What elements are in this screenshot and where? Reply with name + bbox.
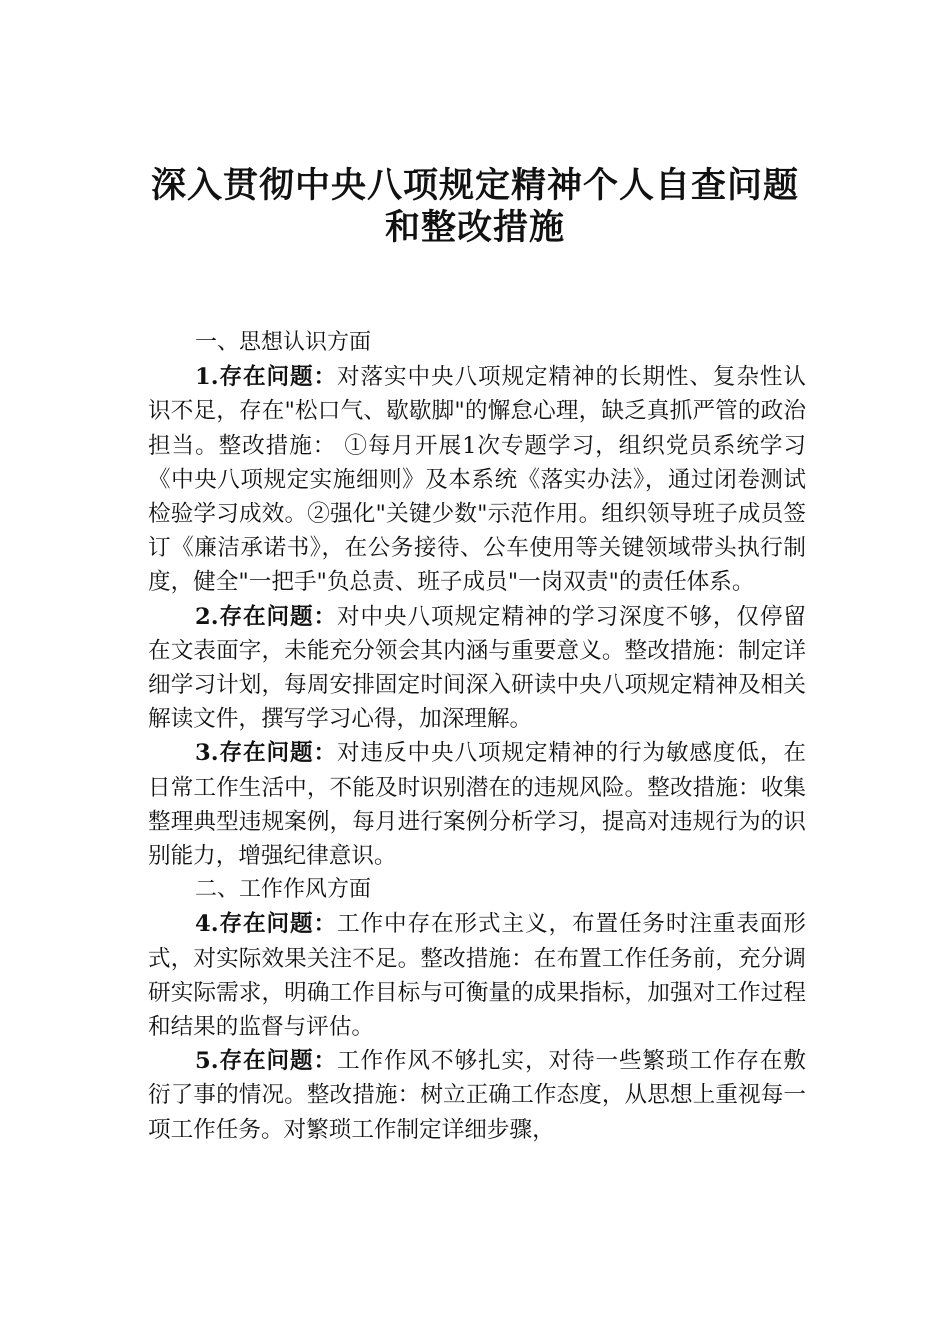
item-2 — [148, 600, 806, 737]
section-heading-work-style: 二、工作作风方面 — [195, 877, 372, 903]
item-5-label: 5.存在问题： — [195, 1048, 337, 1075]
item-4-text: 工作中存在形式主义，布置任务时注重表面形式，对实际效果关注不足。整改措施：在布置工作任务前，充分调研实际需求，明确工作目标与可衡量的成果指标，加强对工作过程和结果的监督与评估。 — [148, 911, 807, 1041]
item-2-text: 对中央八项规定精神的学习深度不够，仅停留在文表面字，未能充分领会其内涵与重要意义。整改措施：制定详细学习计划，每周安排固定时间深入研读中央八项规定精神及相关解读文件，撰写学习心得，加深理解。 — [148, 603, 807, 733]
item-5 — [148, 1044, 806, 1147]
item-3-text: 对违反中央八项规定精神的行为敏感度低，在日常工作生活中，不能及时识别潜在的违规风险。整改措施：收集整理典型违规案例，每月进行案例分析学习，提高对违规行为的识别能力，增强纪律意识。 — [148, 740, 807, 870]
document-title-line-1: 深入贯彻中央八项规定精神个人自查问题 — [150, 165, 799, 206]
item-4-label: 4.存在问题： — [195, 911, 337, 938]
item-1-label: 1.存在问题： — [195, 364, 337, 391]
item-3-label: 3.存在问题： — [195, 740, 337, 767]
item-1-text: 对落实中央八项规定精神的长期性、复杂性认识不足，存在"松口气、歇歇脚"的懈怠心理，缺乏真抓严管的政治担当。整改措施： ①每月开展1次专题学习，组织党员系统学习《中央八项规定实施细则》及本系统《落实办法》，通过闭卷测试检验学习成效。②强化"关键少数"示范作用。组织领导班子成员签订《廉洁承诺书》，在公务接待、公车使用等关键领域带头执行制度，健全"一把手"负总责、班子成员"一岗双责"的责任体系。 — [148, 364, 807, 596]
document-title-line-2: 和整改措施 — [384, 207, 565, 248]
document-body — [148, 326, 806, 1147]
item-1 — [148, 360, 806, 599]
item-5-text: 工作作风不够扎实，对待一些繁琐工作存在敷衍了事的情况。整改措施：树立正确工作态度，从思想上重视每一项工作任务。对繁琐工作制定详细步骤， — [148, 1048, 807, 1143]
item-3 — [148, 736, 806, 873]
item-2-label: 2.存在问题： — [195, 603, 337, 630]
section-heading-thinking: 一、思想认识方面 — [195, 330, 372, 355]
item-4 — [148, 907, 806, 1044]
